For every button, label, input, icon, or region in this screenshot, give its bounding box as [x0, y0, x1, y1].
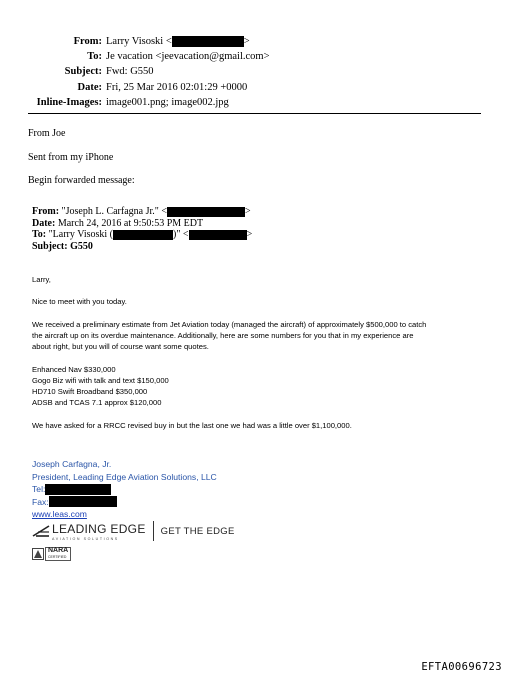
signature-block [32, 458, 217, 521]
subject-label: Subject: [64, 66, 102, 78]
cost-item: ADSB and TCAS 7.1 approx $120,000 [32, 398, 162, 407]
cost-list [32, 364, 482, 408]
fwd-date-value: March 24, 2016 at 9:50:53 PM EDT [57, 217, 204, 229]
body-paragraph-2 [32, 319, 482, 352]
fwd-to-value: "Larry Visoski ( [48, 229, 113, 241]
intro-sent-from: Sent from my iPhone [28, 152, 114, 163]
intro-from-joe: From Joe [28, 128, 66, 139]
signature-title: President, Leading Edge Aviation Solutions, LLC [32, 471, 217, 482]
header-divider [28, 113, 481, 114]
to-label: To: [87, 51, 102, 63]
website-link[interactable]: www.leas.com [32, 509, 87, 519]
fwd-to-mid: )" < [173, 229, 189, 241]
body-paragraph-2-line: about right, but you will of course want some quotes. [32, 342, 209, 351]
leading-edge-logo [32, 520, 235, 542]
fwd-to-label: To: [32, 229, 47, 241]
inline-images-value: image001.png; image002.jpg [106, 96, 229, 108]
forwarded-header [32, 206, 252, 252]
fwd-to-end: > [246, 229, 253, 241]
from-label: From: [73, 36, 102, 47]
from-value-end: > [243, 36, 250, 47]
fwd-subject-value: G550 [70, 240, 93, 252]
signature-fax-row [32, 496, 217, 509]
fwd-to-row [32, 229, 252, 241]
header-from-row [0, 34, 512, 49]
signature-tel-row [32, 483, 217, 496]
body-paragraph-2-line: We received a preliminary estimate from Jet Aviation today (managed the aircraft) of approximately $500,000 to catch [32, 320, 427, 329]
cost-item: Enhanced Nav $330,000 [32, 365, 116, 374]
nara-seal-icon [32, 548, 44, 560]
document-id: EFTA00696723 [421, 661, 502, 673]
intro-begin-forwarded: Begin forwarded message: [28, 175, 135, 186]
redaction-block [113, 230, 173, 240]
from-value: Larry Visoski < [106, 36, 172, 47]
redaction-block [45, 484, 111, 495]
header-images-row [0, 95, 512, 110]
header-date-row [0, 80, 512, 95]
fwd-from-label: From: [32, 206, 60, 217]
fwd-date-label: Date: [32, 217, 56, 229]
signature-name: Joseph Carfagna, Jr. [32, 459, 112, 469]
redaction-block [172, 36, 244, 47]
logo-tagline: GET THE EDGE [160, 525, 235, 537]
signature-tel-label: Tel: [32, 484, 46, 494]
redaction-block [167, 207, 245, 217]
subject-value: Fwd: G550 [106, 66, 154, 78]
cost-item: HD710 Swift Broadband $350,000 [32, 387, 148, 396]
fwd-subject-label: Subject: [32, 240, 68, 252]
fwd-from-row [32, 206, 252, 218]
signature-fax-label: Fax: [32, 496, 49, 507]
redaction-block [189, 230, 247, 240]
nara-certified-badge [32, 547, 71, 561]
fwd-subject-row [32, 241, 252, 253]
logo-divider [153, 521, 154, 541]
nara-sub: CERTIFIED [48, 555, 67, 559]
date-label: Date: [77, 81, 102, 93]
inline-images-label: Inline-Images: [36, 96, 102, 108]
cost-item: Gogo Biz wifi with talk and text $150,000 [32, 376, 169, 385]
logo-brand: LEADING EDGE [52, 521, 146, 536]
fwd-from-value: "Joseph L. Carfagna Jr." < [61, 206, 167, 217]
wing-icon [32, 524, 50, 538]
fwd-date-row [32, 218, 252, 230]
fwd-from-end: > [244, 206, 251, 217]
header-to-row [0, 49, 512, 64]
date-value: Fri, 25 Mar 2016 02:01:29 +0000 [106, 81, 248, 93]
body-paragraph-3: We have asked for a RRCC revised buy in but the last one we had was a little over $1,100,000. [32, 421, 352, 430]
to-value: Je vacation <jeevacation@gmail.com> [106, 51, 270, 63]
header-subject-row [0, 64, 512, 79]
nara-text: NARA [48, 547, 69, 554]
email-header [0, 34, 512, 110]
logo-brand-sub: AVIATION SOLUTIONS [52, 536, 119, 541]
redaction-block [49, 496, 117, 507]
body-greeting: Larry, [32, 275, 51, 284]
body-paragraph-1: Nice to meet with you today. [32, 297, 127, 306]
body-paragraph-2-line: the aircraft up on its overdue maintenance. Additionally, here are some numbers for you that in my experience are [32, 331, 414, 340]
